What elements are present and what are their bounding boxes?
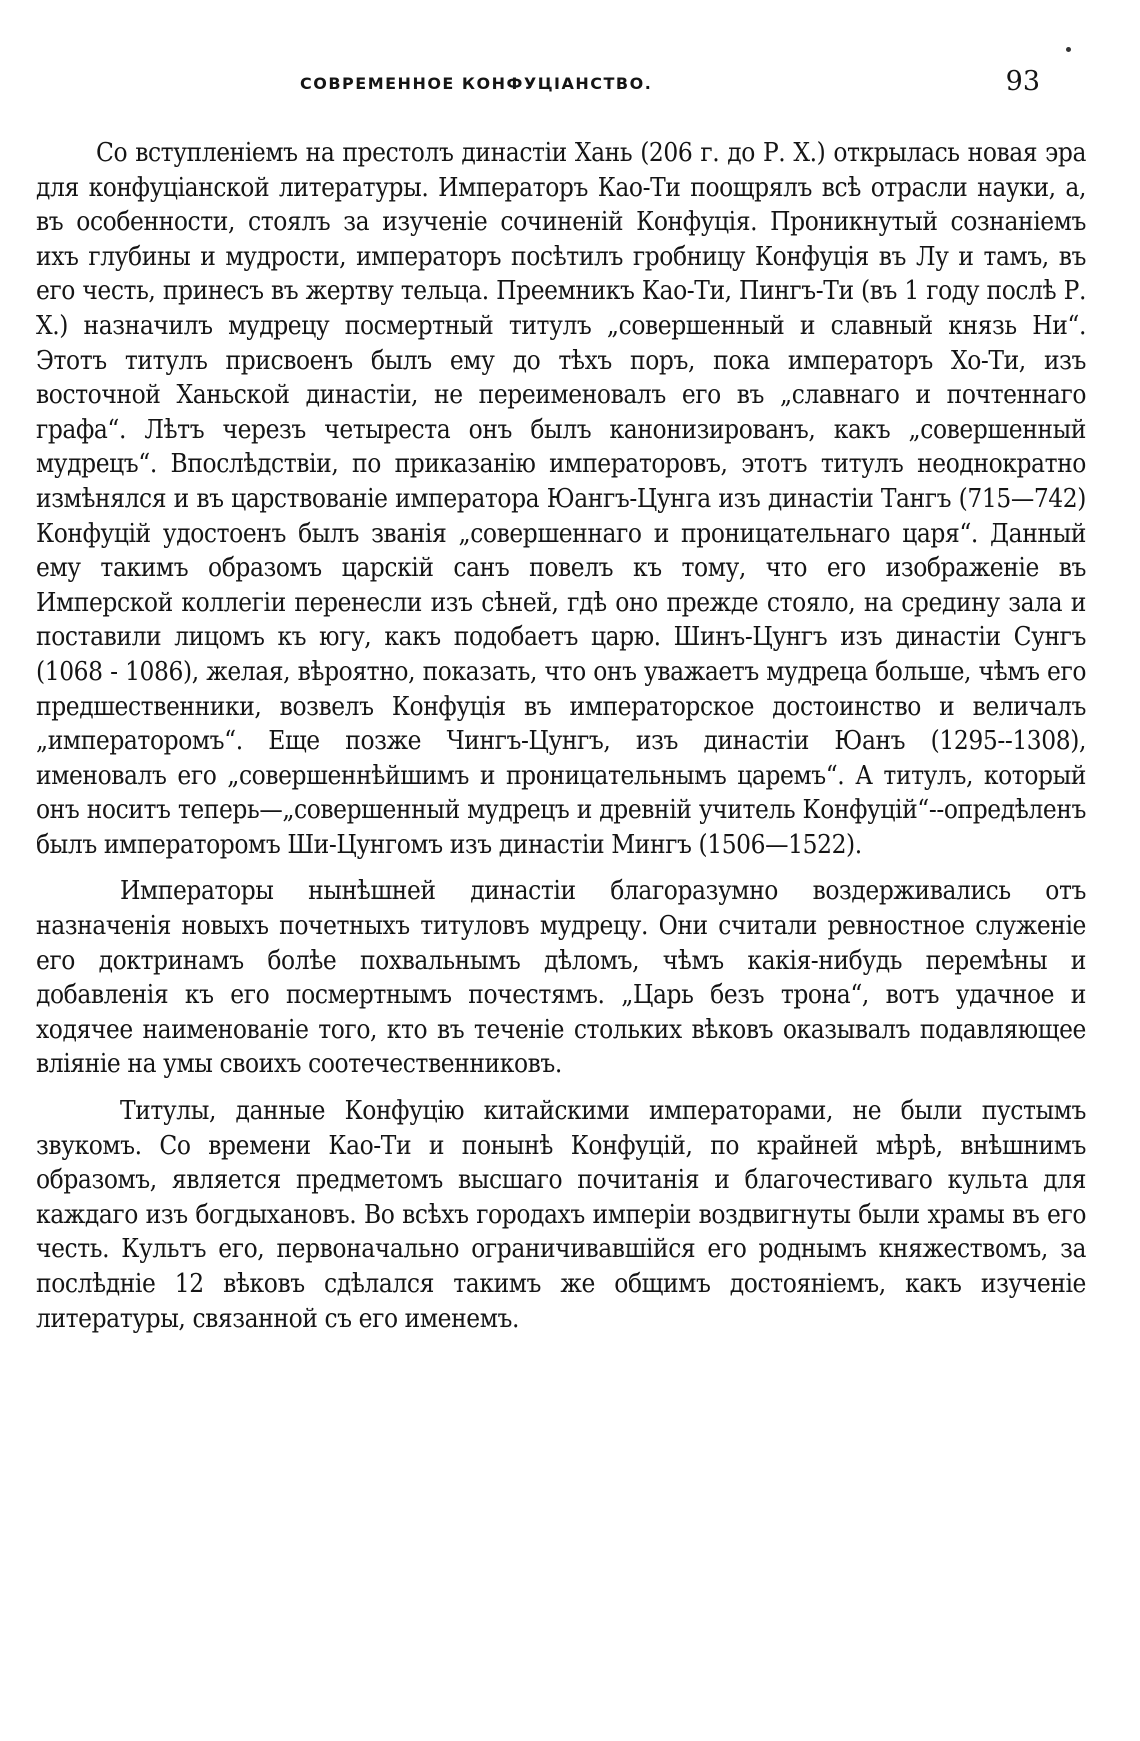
paragraph-3: Титулы, данные Конфуцію китайскими императорами, не были пустымъ звукомъ. Со времени Као-Ти и понынѣ Конфуцій, по крайней мѣрѣ, внѣшнимъ образомъ, является предметомъ высшаго почитанія и благочестиваго культа для каждаго изъ богдыхановъ. Во всѣхъ городахъ имперіи воздвигнуты были храмы въ его честь. Культъ его, первоначально ограничивавшійся его роднымъ княжествомъ, за послѣдніе 12 вѣковъ сдѣлался такимъ же общимъ достояніемъ, какъ изученіе литературы, связанной съ его именемъ. <box>36 1096 1086 1334</box>
ink-speck <box>1066 47 1071 52</box>
paragraph-1: Со вступленіемъ на престолъ династіи Хань (206 г. до Р. Х.) открылась новая эра для конфуціанской литературы. Императоръ Као-Ти поощрялъ всѣ отрасли науки, а, въ особенности, стоялъ за изученіе сочиненій Конфуція. Проникнутый сознаніемъ ихъ глубины и мудрости, императоръ посѣтилъ гробницу Конфуція въ Лу и тамъ, въ его честь, принесъ въ жертву тельца. Преемникъ Као-Ти, Пингъ-Ти (въ 1 году послѣ Р. Х.) назначилъ мудрецу посмертный титулъ „совершенный и славный князь Ни“. Этотъ титулъ присвоенъ былъ ему до тѣхъ поръ, пока императоръ Хо-Ти, изъ восточной Ханьской династіи, не переименовалъ его въ „славнаго и почтеннаго графа“. Лѣтъ черезъ четыреста онъ былъ канонизированъ, какъ „совершенный мудрецъ“. Впослѣдствіи, по приказанію императоровъ, этотъ титулъ неоднократно измѣнялся и въ царствованіе императора Юангъ-Цунга изъ династіи Тангъ (715—742) Конфуцій удостоенъ былъ званія „совершеннаго и проницательнаго царя“. Данный ему такимъ образомъ царскій санъ повелъ къ тому, что его изображеніе въ Имперской коллегіи перенесли изъ сѣней, гдѣ оно прежде стояло, на средину зала и поставили лицомъ къ югу, какъ подобаетъ царю. Шинъ-Цунгъ изъ династіи Сунгъ (1068 - 1086), желая, вѣроятно, показать, что онъ уважаетъ мудреца больше, чѣмъ его предшественники, возвелъ Конфуція въ императорское достоинство и величалъ „императоромъ“. Еще позже Чингъ-Цунгъ, изъ династіи Юанъ (1295--1308), именовалъ его „совершеннѣйшимъ и проницательнымъ царемъ“. А титулъ, который онъ носитъ теперь—„совершенный мудрецъ и древній учитель Конфуцій“--опредѣленъ былъ императоромъ Ши-Цунгомъ изъ династіи Мингъ (1506—1522). <box>36 138 1086 860</box>
page-number: 93 <box>1005 66 1040 97</box>
body-text <box>36 136 1086 1336</box>
page-header <box>300 66 1040 106</box>
running-head: СОВРЕМЕННОЕ КОНФУЦІАНСТВО. <box>300 74 653 93</box>
paragraph-2: Императоры нынѣшней династіи благоразумно воздерживались отъ назначенія новыхъ почетныхъ титуловъ мудрецу. Они считали ревностное служеніе его доктринамъ болѣе похвальнымъ дѣломъ, чѣмъ какія-нибудь перемѣны и добавленія къ его посмертнымъ почестямъ. „Царь безъ трона“, вотъ удачное и ходячее наименованіе того, кто въ теченіе стольких вѣковъ оказывалъ подавляющее вліяніе на умы своихъ соотечественниковъ. <box>36 876 1086 1080</box>
